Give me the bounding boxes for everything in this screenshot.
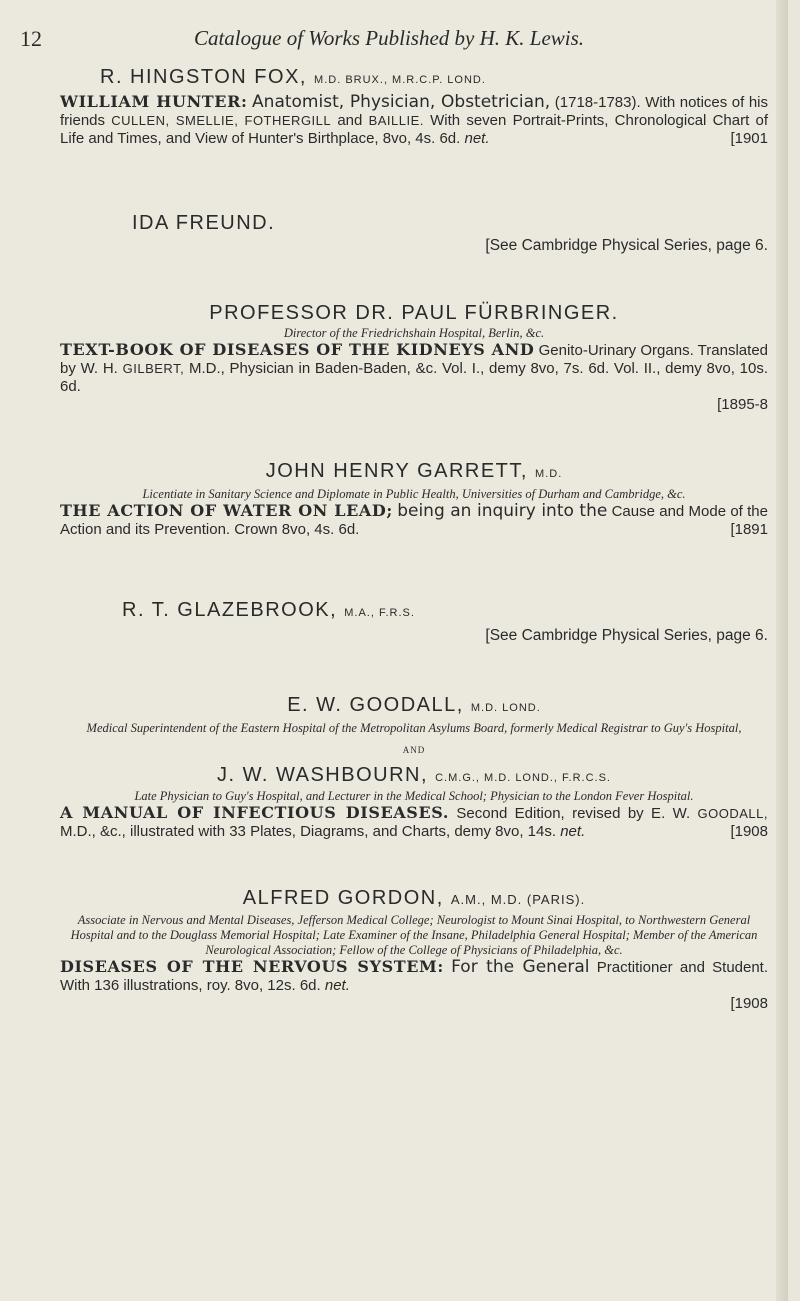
page-number: 12 — [20, 26, 42, 51]
book-title: A MANUAL OF INFECTIOUS DISEASES. — [60, 803, 450, 822]
author-affiliation: Medical Superintendent of the Eastern Hospital of the Metropolitan Asylums Board, formerly Medical Registrar to Guy's Hospital, — [86, 721, 742, 735]
book-title: WILLIAM HUNTER: — [60, 92, 248, 111]
entry-glazebrook — [82, 597, 768, 646]
net-label: net. — [464, 130, 490, 147]
author-name: E. W. GOODALL, — [287, 694, 464, 716]
entry-description — [60, 804, 768, 841]
book-title: DISEASES OF THE NERVOUS SYSTEM: — [60, 957, 444, 976]
description-text: Genito-Urinary Organs. Translated by W. H. — [60, 342, 768, 377]
description-text: Practitioner and Student. With 136 illustrations, roy. 8vo, 12s. 6d. — [60, 959, 769, 994]
publication-year: [1908 — [730, 995, 768, 1012]
author-affiliation: Licentiate in Sanitary Science and Diplomate in Public Health, Universities of Durham and Cambridge, &c. — [142, 487, 686, 501]
entry-description — [60, 958, 768, 995]
author-name: ALFRED GORDON, — [242, 887, 444, 909]
name-text-2: BAILLIE. — [368, 113, 424, 128]
description-text-2: M.D., Physician in Baden-Baden, &c. Vol. I., demy 8vo, 7s. 6d. Vol. II., demy 8vo, 10s. 6d. — [60, 360, 769, 395]
entry-fox — [60, 64, 768, 148]
author-name: JOHN HENRY GARRETT, — [265, 460, 528, 482]
description-text: (1718-1783). With notices of his friends — [60, 94, 769, 129]
cross-reference: [See Cambridge Physical Series, page 6. — [485, 627, 768, 644]
page-edge — [776, 0, 788, 1301]
catalogue-entries — [60, 64, 769, 1013]
page-header — [20, 26, 758, 56]
book-title: THE ACTION OF WATER ON LEAD; — [60, 501, 393, 520]
publication-year: [1891 — [730, 521, 768, 538]
author-degrees: A.M., M.D. (PARIS). — [450, 892, 586, 907]
author-degrees: M.A., F.R.S. — [344, 607, 415, 619]
publication-year: [1908 — [730, 823, 768, 840]
description-text-2: M.D., &c., illustrated with 33 Plates, Diagrams, and Charts, demy 8vo, 14s. — [60, 823, 557, 840]
publication-year: [1895-8 — [717, 396, 768, 413]
and-separator: AND — [402, 745, 426, 755]
author-affiliation-2: Late Physician to Guy's Hospital, and Lecturer in the Medical School; Physician to the London Fever Hospital. — [134, 789, 694, 803]
publication-year: [1901 — [730, 130, 768, 147]
author-name: R. T. GLAZEBROOK, — [122, 599, 338, 621]
description-text-3: With seven Portrait-Prints, Chronological Chart of Life and Times, and View of Hunter's Birthplace, 8vo, 4s. 6d. — [60, 112, 768, 147]
net-label: net. — [560, 823, 586, 840]
author-degrees: M.D. — [535, 468, 563, 480]
entry-gordon — [60, 885, 768, 1013]
description-text: Cause and Mode of the Action and its Prevention. Crown 8vo, 4s. 6d. — [60, 503, 768, 538]
description-text-2: and — [337, 112, 363, 129]
entry-garrett — [60, 458, 768, 539]
name-text: GILBERT, — [122, 361, 185, 376]
author-affiliation: Associate in Nervous and Mental Diseases, Jefferson Medical College; Neurologist to Mount Sinai Hospital, to Northwestern General Hospital and to the Douglass Memorial Hospital; Late Examiner of the Insane, Philadelphia General Hospital; Member of the American Neurological Association; Fellow of the College of Physicians of Philadelphia, &c. — [70, 913, 758, 957]
entry-description — [60, 502, 768, 539]
entry-freund — [82, 210, 768, 256]
author-name-2: J. W. WASHBOURN, — [216, 764, 429, 786]
author-degrees: M.D. BRUX., M.R.C.P. LOND. — [314, 74, 486, 86]
running-title: Catalogue of Works Published by H. K. Lewis. — [193, 26, 585, 50]
author-name: PROFESSOR DR. PAUL FÜRBRINGER. — [209, 302, 619, 324]
entry-furbringer — [60, 300, 768, 414]
entry-goodall — [60, 692, 768, 841]
author-degrees: M.D. LOND. — [470, 702, 541, 714]
book-title-rest: being an inquiry into the — [397, 501, 608, 521]
author-name: R. HINGSTON FOX, — [100, 66, 307, 88]
cross-reference: [See Cambridge Physical Series, page 6. — [485, 237, 768, 254]
description-text: Second Edition, revised by E. W. — [456, 805, 691, 822]
book-title-rest: For the General — [451, 957, 590, 977]
book-title-subtitle: Anatomist, Physician, Obstetrician, — [252, 92, 551, 112]
names-text: CULLEN, SMELLIE, FOTHERGILL — [111, 113, 332, 128]
name-text: GOODALL, — [697, 806, 768, 821]
net-label: net. — [324, 977, 350, 994]
entry-description — [60, 341, 768, 396]
book-title: TEXT-BOOK OF DISEASES OF THE KIDNEYS AND — [60, 340, 535, 359]
author-degrees-2: C.M.G., M.D. LOND., F.R.C.S. — [435, 772, 611, 784]
author-affiliation: Director of the Friedrichshain Hospital, Berlin, &c. — [283, 326, 545, 340]
entry-description — [60, 93, 768, 148]
author-name: IDA FREUND. — [132, 212, 276, 234]
